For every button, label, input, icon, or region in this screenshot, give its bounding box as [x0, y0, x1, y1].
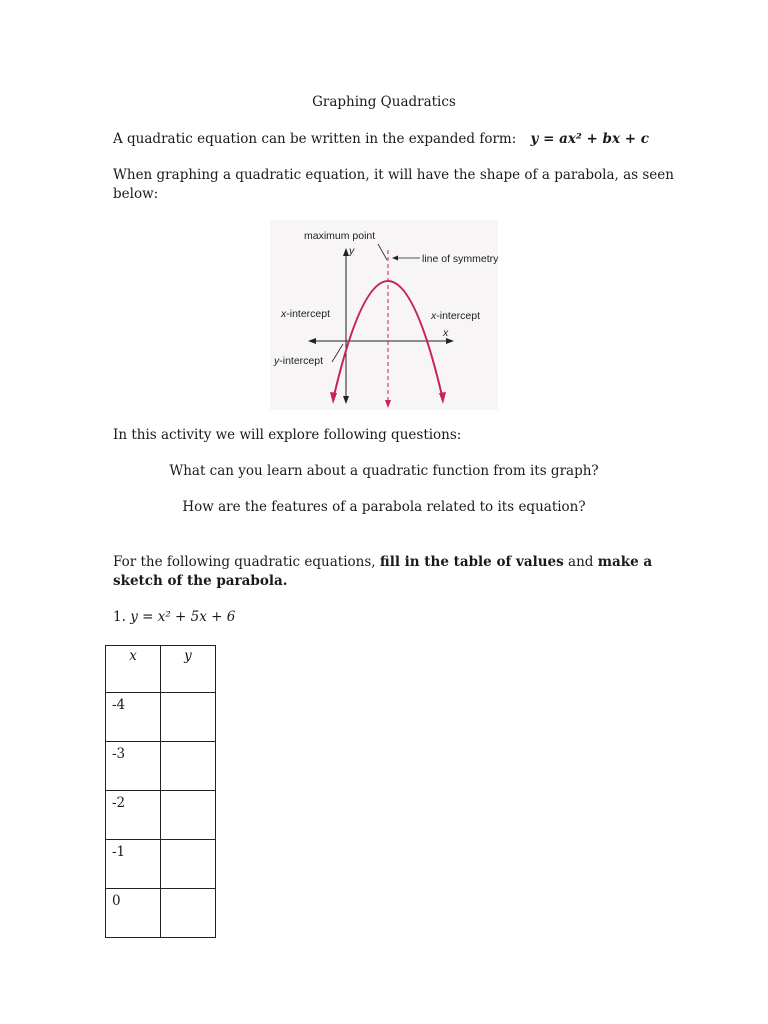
label-maximum-point: maximum point	[304, 230, 376, 242]
label-line-of-symmetry: line of symmetry	[422, 253, 498, 265]
instructions-bold-table: fill in the table of values	[379, 554, 564, 570]
cell-y[interactable]	[161, 889, 216, 938]
problem-number: 1.	[113, 609, 126, 625]
cell-y[interactable]	[161, 742, 216, 791]
label-y-intercept-var: y	[274, 355, 280, 367]
instructions	[113, 553, 652, 591]
cell-y[interactable]	[161, 791, 216, 840]
cell-x: -1	[106, 840, 161, 889]
label-x-intercept-left-text: -intercept	[286, 308, 331, 320]
label-y-intercept-text: -intercept	[279, 355, 324, 367]
table-row	[106, 693, 216, 742]
label-x-intercept-right-var: x	[431, 310, 437, 322]
instructions-bold-sketch-start: make a	[597, 554, 653, 570]
label-x-intercept-right	[430, 310, 480, 322]
instructions-bold-sketch-end: sketch of the parabola.	[113, 573, 288, 589]
activity-intro: In this activity we will explore following questions:	[113, 427, 462, 443]
intro-text: A quadratic equation can be written in the expanded form:	[113, 131, 517, 147]
problem-1	[113, 608, 235, 627]
shape-sentence	[113, 166, 674, 204]
table-row	[106, 889, 216, 938]
table-row	[106, 840, 216, 889]
table-row	[106, 791, 216, 840]
label-x-intercept-right-text: -intercept	[436, 310, 481, 322]
values-table	[105, 645, 216, 938]
header-x: x	[106, 646, 161, 693]
instructions-line1	[113, 553, 652, 572]
table-row	[106, 742, 216, 791]
label-x-intercept-left	[280, 308, 330, 320]
cell-x: -3	[106, 742, 161, 791]
question-2: How are the features of a parabola related to its equation?	[182, 499, 586, 515]
question-1: What can you learn about a quadratic function from its graph?	[169, 463, 599, 479]
label-y-axis: y	[349, 245, 355, 257]
label-x-axis: x	[443, 327, 449, 339]
intro-line	[113, 130, 649, 149]
shape-sentence-line2: below:	[113, 186, 159, 202]
page-title: Graphing Quadratics	[312, 94, 456, 110]
general-formula: y = ax² + bx + c	[530, 131, 649, 147]
table-header-row	[106, 646, 216, 693]
instructions-line2	[113, 572, 652, 591]
cell-x: 0	[106, 889, 161, 938]
cell-x: -4	[106, 693, 161, 742]
cell-x: -2	[106, 791, 161, 840]
parabola-figure	[270, 220, 498, 410]
label-x-intercept-left-var: x	[281, 308, 287, 320]
problem-equation: y = x² + 5x + 6	[130, 609, 236, 625]
cell-y[interactable]	[161, 840, 216, 889]
cell-y[interactable]	[161, 693, 216, 742]
header-y: y	[161, 646, 216, 693]
instructions-and: and	[568, 554, 594, 570]
label-y-intercept	[273, 355, 323, 367]
instructions-prefix: For the following quadratic equations,	[113, 554, 376, 570]
shape-sentence-line1: When graphing a quadratic equation, it will have the shape of a parabola, as seen	[113, 167, 674, 183]
